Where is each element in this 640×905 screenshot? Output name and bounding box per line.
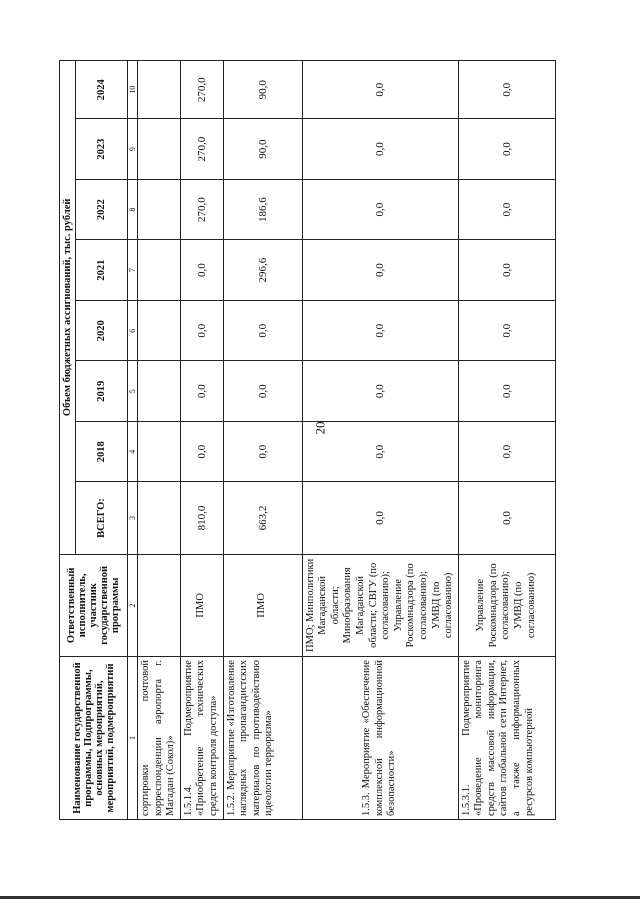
header-responsible-column: Ответственный исполнитель, участник государственной программы — [60, 554, 128, 656]
row-value: 0,0 — [458, 361, 555, 422]
row-value: 0,0 — [458, 61, 555, 119]
row-value: 0,0 — [302, 61, 458, 119]
row-value — [138, 421, 181, 482]
table-row — [180, 61, 223, 820]
row-value: 270,0 — [180, 61, 223, 119]
header-year: 2024 — [76, 61, 128, 119]
row-value: 90,0 — [223, 61, 302, 119]
table-row — [138, 61, 181, 820]
row-value: 0,0 — [458, 240, 555, 301]
row-value — [138, 240, 181, 301]
row-value — [138, 61, 181, 119]
row-name: 1.5.2. Мероприятие «Изготовление наглядных пропагандистских материалов по противодействию идеологии терроризма» — [223, 657, 302, 820]
row-value: 0,0 — [458, 119, 555, 180]
row-value: 0,0 — [302, 361, 458, 422]
column-number: 10 — [128, 61, 138, 119]
row-responsible: ПМО; Минполитики Магаданской области; Минобразования Магаданской области; СВГУ (по согласованию); Управление Роскомнадзора (по согласованию); УМВД (по согласованию) — [302, 554, 458, 656]
row-name: сортировки почтовой корреспонденции аэропорта г. Магадан (Сокол)» — [138, 657, 181, 820]
table-row — [302, 61, 458, 820]
header-total: ВСЕГО: — [76, 482, 128, 554]
row-value: 0,0 — [458, 300, 555, 361]
row-name: 1.5.3. Мероприятие «Обеспечение комплексной информационной безопасности» — [302, 657, 458, 820]
budget-table-container — [59, 60, 559, 820]
column-number: 2 — [128, 554, 138, 656]
column-number: 4 — [128, 421, 138, 482]
row-value: 296,6 — [223, 240, 302, 301]
column-number: 8 — [128, 179, 138, 240]
header-year: 2018 — [76, 421, 128, 482]
header-year: 2019 — [76, 361, 128, 422]
table-row — [223, 61, 302, 820]
row-value — [138, 361, 181, 422]
row-value: 0,0 — [302, 421, 458, 482]
column-number: 3 — [128, 482, 138, 554]
table-row — [458, 61, 555, 820]
row-value: 0,0 — [223, 300, 302, 361]
row-responsible: ПМО — [223, 554, 302, 656]
header-budget: Объем бюджетных ассигнований, тыс. рублей — [60, 61, 76, 555]
row-value: 0,0 — [180, 300, 223, 361]
row-total: 810,0 — [180, 482, 223, 554]
row-total — [138, 482, 181, 554]
row-value: 0,0 — [302, 179, 458, 240]
header-year: 2020 — [76, 300, 128, 361]
row-value — [138, 119, 181, 180]
page-bottom-rule — [0, 896, 640, 899]
row-value — [138, 300, 181, 361]
row-value: 0,0 — [180, 240, 223, 301]
row-value: 0,0 — [223, 421, 302, 482]
row-name: 1.5.1.4. Подмероприятие «Приобретение технических средств контроля доступа» — [180, 657, 223, 820]
header-year: 2023 — [76, 119, 128, 180]
row-value: 0,0 — [302, 119, 458, 180]
budget-table — [59, 60, 556, 820]
row-value: 270,0 — [180, 119, 223, 180]
row-value: 0,0 — [458, 421, 555, 482]
row-total: 0,0 — [458, 482, 555, 554]
row-value: 0,0 — [180, 421, 223, 482]
row-value: 0,0 — [302, 300, 458, 361]
row-responsible: ПМО — [180, 554, 223, 656]
row-value: 90,0 — [223, 119, 302, 180]
header-name-column: Наименование государственной программы, Подпрограммы, основных мероприятий, мероприятий, подмероприятий — [60, 657, 128, 820]
row-total: 663,2 — [223, 482, 302, 554]
column-number: 1 — [128, 657, 138, 820]
row-name: 1.5.3.1. Подмероприятие «Проведение мониторинга средств массовой информации, сайтов глобальной сети Интернет, а также информационных ресурсов компьютерной — [458, 657, 555, 820]
row-responsible — [138, 554, 181, 656]
row-value: 0,0 — [180, 361, 223, 422]
row-value: 186,6 — [223, 179, 302, 240]
row-value: 0,0 — [458, 179, 555, 240]
column-number: 5 — [128, 361, 138, 422]
header-year: 2022 — [76, 179, 128, 240]
page-number: 20 — [312, 421, 327, 435]
row-responsible: Управление Роскомнадзора (по согласованию); УМВД (по согласованию) — [458, 554, 555, 656]
row-value — [138, 179, 181, 240]
row-value: 0,0 — [223, 361, 302, 422]
column-number: 6 — [128, 300, 138, 361]
row-value: 0,0 — [302, 240, 458, 301]
header-year: 2021 — [76, 240, 128, 301]
column-number: 7 — [128, 240, 138, 301]
row-total: 0,0 — [302, 482, 458, 554]
column-number: 9 — [128, 119, 138, 180]
row-value: 270,0 — [180, 179, 223, 240]
